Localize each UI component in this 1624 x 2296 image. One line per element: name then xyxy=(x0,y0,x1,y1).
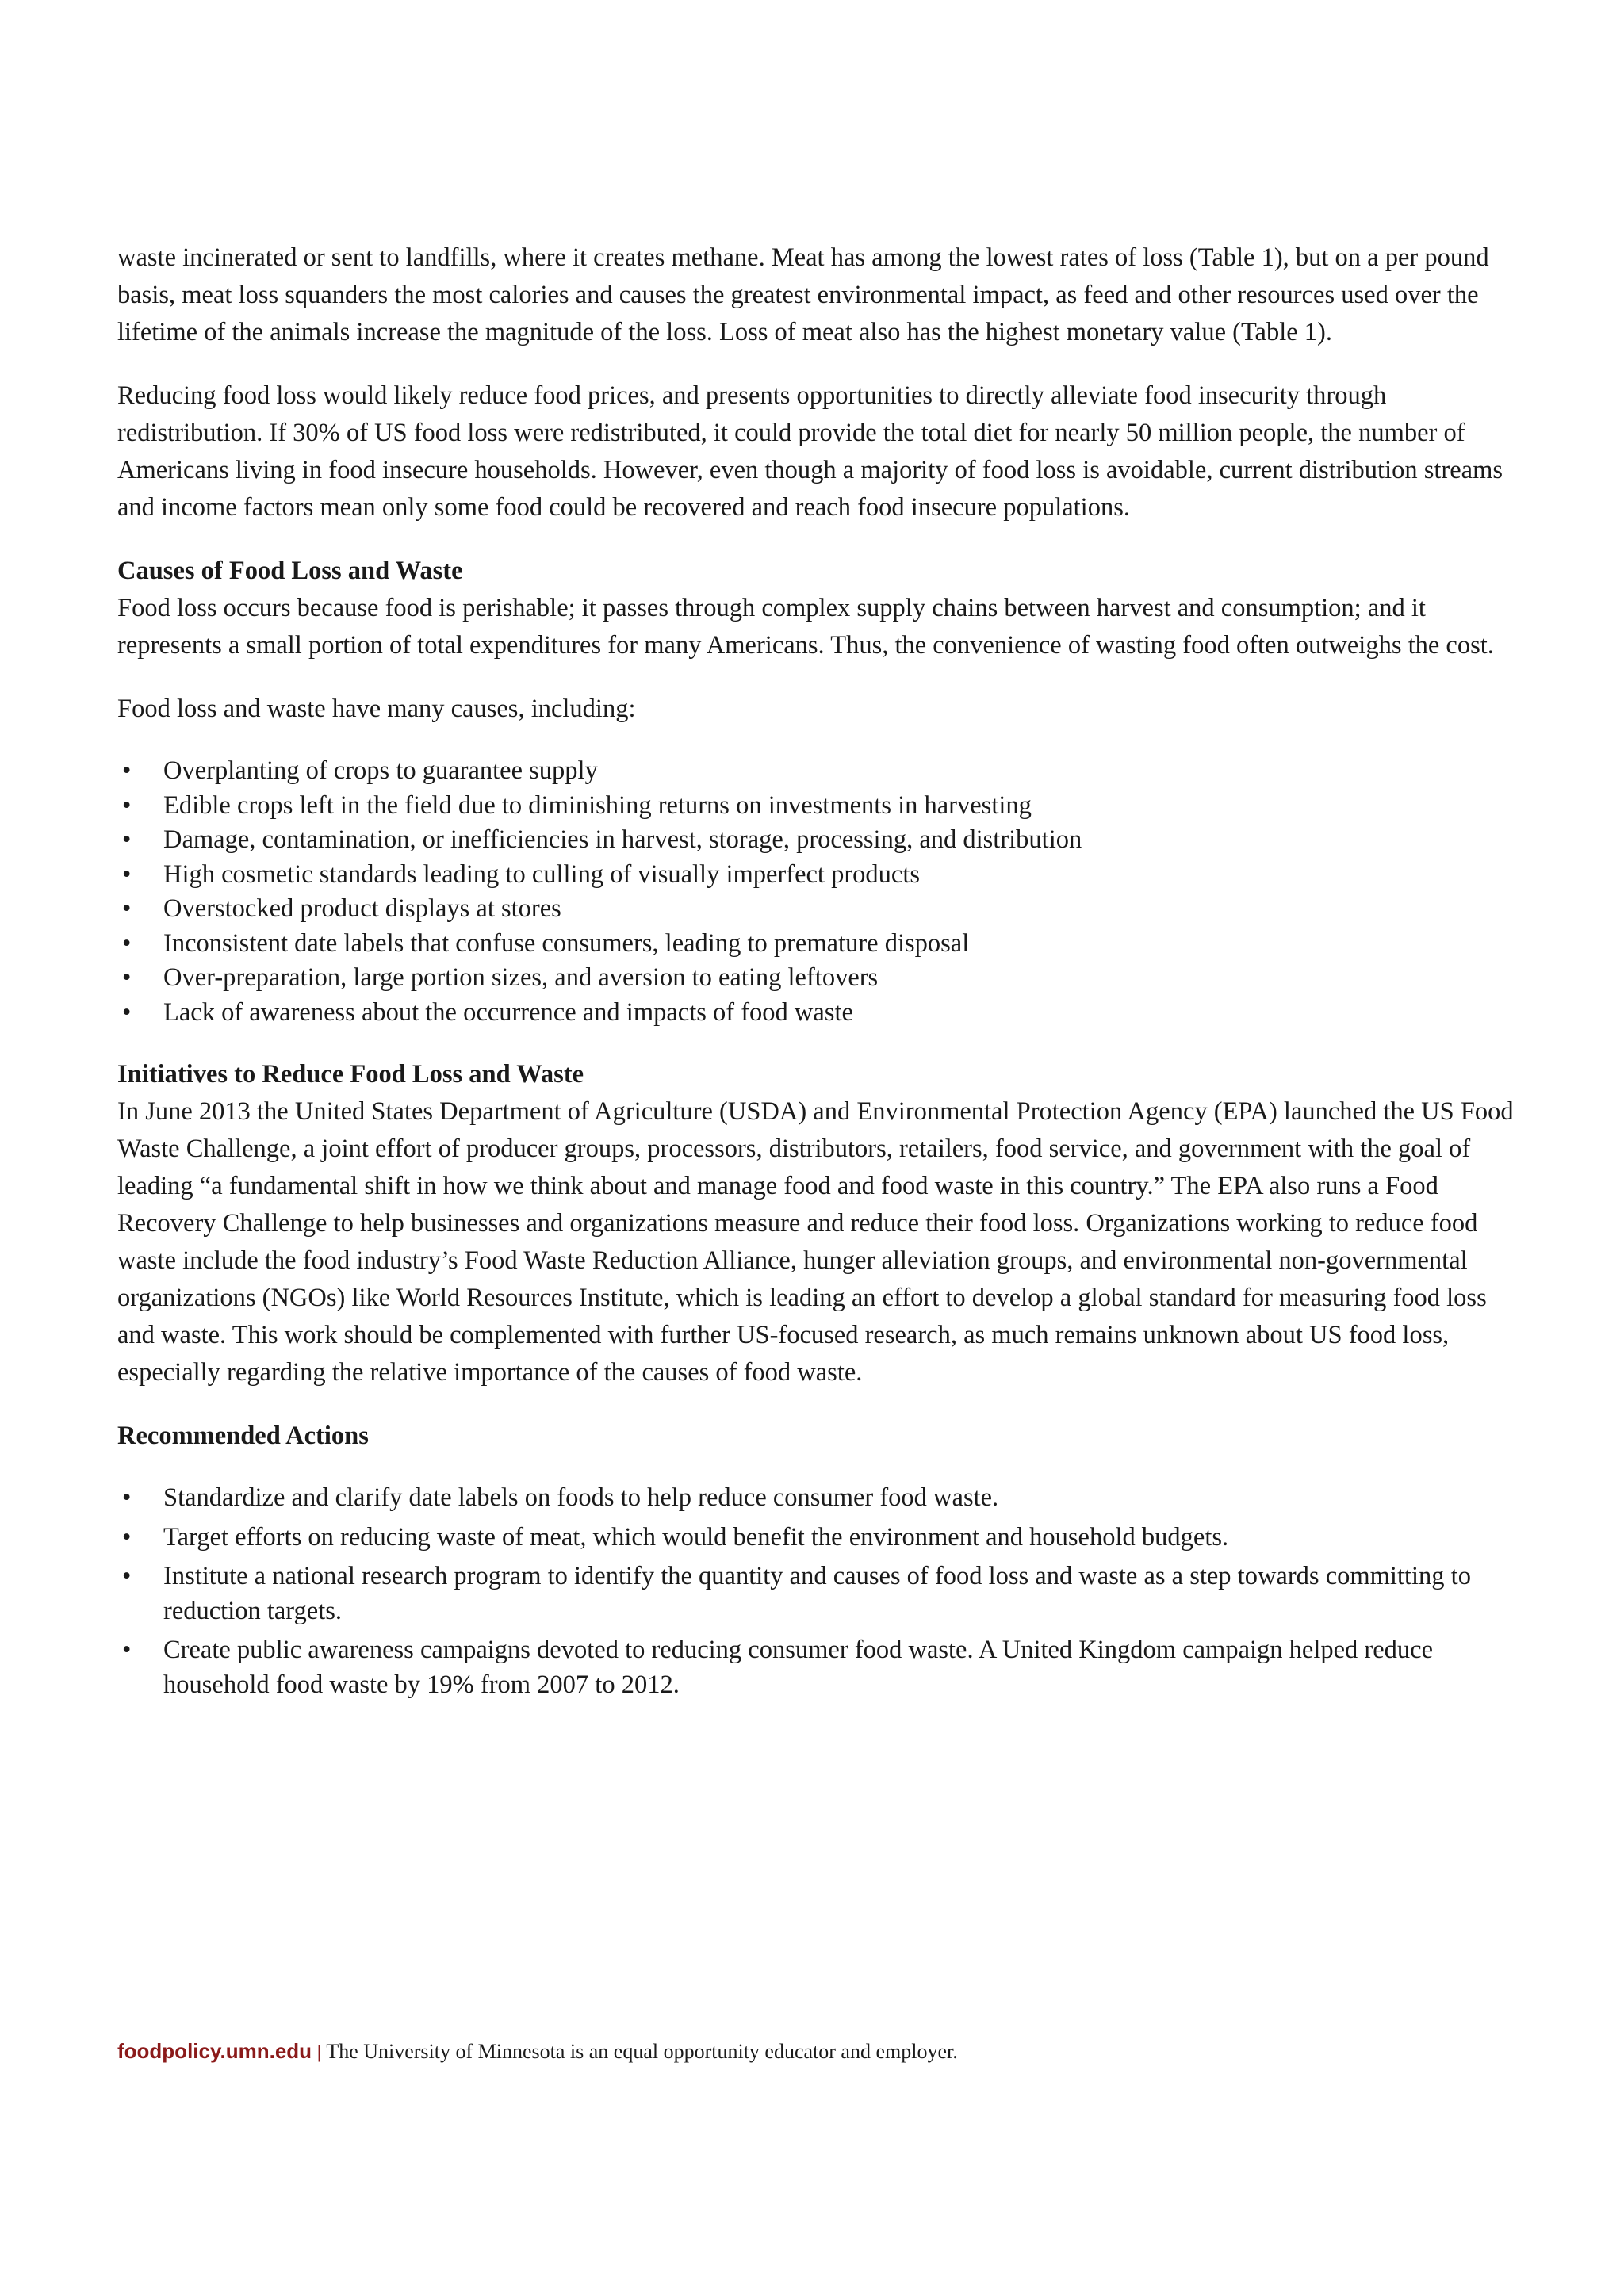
bullet-icon: • xyxy=(122,1562,132,1590)
document-body xyxy=(117,239,1529,1728)
list-item xyxy=(117,789,1529,824)
list-item-text: Damage, contamination, or inefficiencies in harvest, storage, processing, and distribution xyxy=(163,825,1082,854)
recommended-section xyxy=(117,1418,1529,1702)
bullet-icon: • xyxy=(122,1483,132,1512)
list-item xyxy=(117,754,1529,789)
page-footer xyxy=(117,2038,958,2066)
list-item xyxy=(117,892,1529,927)
list-item-text: Edible crops left in the field due to diminishing returns on investments in harvesting xyxy=(163,790,1032,820)
list-item-text: Over-preparation, large portion sizes, and aversion to eating leftovers xyxy=(163,963,879,992)
list-item xyxy=(117,1633,1529,1702)
list-item xyxy=(117,1481,1529,1516)
intro-paragraph-2: Reducing food loss would likely reduce food prices, and presents opportunities to directly alleviate food insecurity through redistribution. If 30% of US food loss were redistributed, it could provide the total diet for nearly 50 million people, the number of Americans living in food insecure households. However, even though a majority of food loss is avoidable, current distribution streams and income factors mean only some food could be recovered and reach food insecure populations. xyxy=(117,381,1503,522)
bullet-icon: • xyxy=(122,859,132,889)
initiatives-section xyxy=(117,1056,1529,1391)
bullet-icon: • xyxy=(122,928,132,958)
intro-paragraph-1: waste incinerated or sent to landfills, where it creates methane. Meat has among the lowest rates of loss (Table 1), but on a per pound basis, meat loss squanders the most calories and causes the greatest environmental impact, as feed and other resources used over the lifetime of the animals increase the magnitude of the loss. Loss of meat also has the highest monetary value (Table 1). xyxy=(117,243,1489,346)
list-item-text: Standardize and clarify date labels on foods to help reduce consumer food waste. xyxy=(163,1483,999,1512)
list-item-text: Institute a national research program to identify the quantity and causes of food loss and waste as a step towards committing to reduction targets. xyxy=(163,1562,1471,1625)
footer-note: The University of Minnesota is an equal opportunity educator and employer. xyxy=(326,2040,958,2063)
footer-site-link[interactable]: foodpolicy.umn.edu xyxy=(117,2039,312,2063)
bullet-icon: • xyxy=(122,790,132,820)
recommended-heading: Recommended Actions xyxy=(117,1422,369,1450)
bullet-icon: • xyxy=(122,997,132,1027)
list-item-text: Overplanting of crops to guarantee supply xyxy=(163,756,598,785)
bullet-icon: • xyxy=(122,894,132,923)
footer-separator: | xyxy=(316,2042,322,2062)
bullet-icon: • xyxy=(122,963,132,992)
list-item-text: Lack of awareness about the occurrence and impacts of food waste xyxy=(163,997,853,1027)
list-item xyxy=(117,1521,1529,1556)
list-item xyxy=(117,823,1529,858)
causes-list xyxy=(117,754,1529,1030)
causes-section xyxy=(117,553,1529,1030)
bullet-icon: • xyxy=(122,1522,132,1552)
bullet-icon: • xyxy=(122,1636,132,1664)
list-item xyxy=(117,996,1529,1031)
recommended-list xyxy=(117,1481,1529,1702)
initiatives-paragraph: In June 2013 the United States Department of Agriculture (USDA) and Environmental Protection Agency (EPA) launched the US Food Waste Challenge, a joint effort of producer groups, processors, distributors, retailers, food service, and government with the goal of leading “a fundamental shift in how we think about and manage food and food waste in this country.” The EPA also runs a Food Recovery Challenge to help businesses and organizations measure and reduce their food loss. Organizations working to reduce food waste include the food industry’s Food Waste Reduction Alliance, hunger alleviation groups, and environmental non-governmental organizations (NGOs) like World Resources Institute, which is leading an effort to develop a global standard for measuring food loss and waste. This work should be complemented with further US-focused research, as much remains unknown about US food loss, especially regarding the relative importance of the causes of food waste. xyxy=(117,1097,1514,1387)
initiatives-heading: Initiatives to Reduce Food Loss and Waste xyxy=(117,1060,584,1089)
causes-paragraph: Food loss occurs because food is perishable; it passes through complex supply chains between harvest and consumption; and it represents a small portion of total expenditures for many Americans. Thus, the convenience of wasting food often outweighs the cost. xyxy=(117,594,1494,660)
list-item xyxy=(117,1559,1529,1628)
bullet-icon: • xyxy=(122,756,132,785)
list-item xyxy=(117,927,1529,962)
list-item-text: Inconsistent date labels that confuse consumers, leading to premature disposal xyxy=(163,928,970,958)
list-item-text: Create public awareness campaigns devoted to reducing consumer food waste. A United Kingdom campaign helped reduce household food waste by 19% from 2007 to 2012. xyxy=(163,1636,1434,1699)
list-item-text: High cosmetic standards leading to culling of visually imperfect products xyxy=(163,859,921,889)
causes-intro: Food loss and waste have many causes, including: xyxy=(117,695,636,723)
list-item xyxy=(117,961,1529,996)
list-item xyxy=(117,858,1529,893)
causes-heading: Causes of Food Loss and Waste xyxy=(117,557,463,585)
bullet-icon: • xyxy=(122,825,132,854)
list-item-text: Target efforts on reducing waste of meat, which would benefit the environment and household budgets. xyxy=(163,1522,1229,1552)
list-item-text: Overstocked product displays at stores xyxy=(163,894,561,923)
